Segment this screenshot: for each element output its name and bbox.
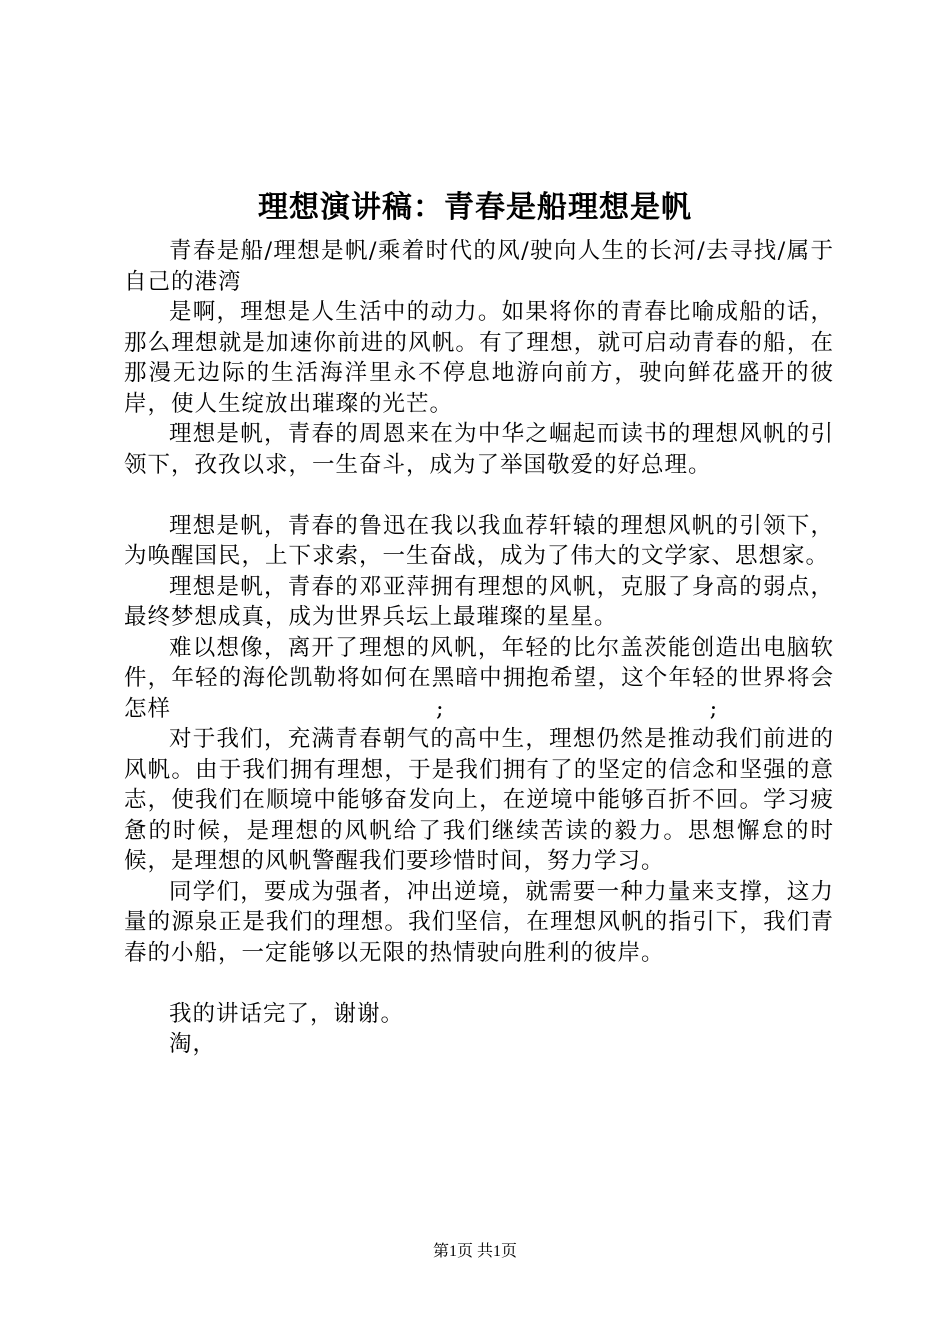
paragraph-spacer xyxy=(124,968,834,999)
document-body xyxy=(124,236,834,1060)
paragraph-lu-xun: 理想是帆，青春的鲁迅在我以我血荐轩辕的理想风帆的引领下，为唤醒国民，上下求索，一生奋战，成为了伟大的文学家、思想家。 xyxy=(124,512,834,569)
paragraph-without-ideals-text: 难以想像，离开了理想的风帆，年轻的比尔盖茨能创造出电脑软件，年轻的海伦凯勒将如何在黑暗中拥抱希望，这个年轻的世界将会怎样 xyxy=(124,634,834,722)
page-footer: 第1页 共1页 xyxy=(432,1243,517,1260)
paragraph-closing: 我的讲话完了，谢谢。 xyxy=(169,1000,405,1027)
paragraph-high-school-students: 对于我们，充满青春朝气的高中生，理想仍然是推动我们前进的风帆。由于我们拥有理想，于是我们拥有了的坚定的信念和坚强的意志，使我们在顺境中能够奋发向上，在逆境中能够百折不回。学习疲惫的时候，是理想的风帆给了我们继续苦读的毅力。思想懈怠的时候，是理想的风帆警醒我们要珍惜时间，努力学习。 xyxy=(124,726,834,874)
paragraph-without-ideals xyxy=(124,633,834,725)
paragraph-poem: 青春是船/理想是帆/乘着时代的风/驶向人生的长河/去寻找/属于自己的港湾 xyxy=(124,238,834,295)
paragraph-ideal-motivation: 是啊，理想是人生活中的动力。如果将你的青春比喻成船的话，那么理想就是加速你前进的风帆。有了理想，就可启动青春的船，在那漫无边际的生活海洋里永不停息地游向前方，驶向鲜花盛开的彼岸，使人生绽放出璀璨的光芒。 xyxy=(124,299,834,417)
semicolon-mark: ; xyxy=(436,695,445,722)
semicolon-mark: ; xyxy=(709,695,719,722)
paragraph-trailing-fragment: 淘， xyxy=(169,1031,217,1057)
paragraph-deng-yaping: 理想是帆，青春的邓亚萍拥有理想的风帆，克服了身高的弱点，最终梦想成真，成为世界兵坛上最璀璨的星星。 xyxy=(124,573,834,630)
paragraph-spacer xyxy=(124,480,834,511)
paragraph-zhou-enlai: 理想是帆，青春的周恩来在为中华之崛起而读书的理想风帆的引领下，孜孜以求，一生奋斗，成为了举国敬爱的好总理。 xyxy=(124,421,834,478)
paragraph-call-to-classmates: 同学们，要成为强者，冲出逆境，就需要一种力量来支撑，这力量的源泉正是我们的理想。我们坚信，在理想风帆的指引下，我们青春的小船，一定能够以无限的热情驶向胜利的彼岸。 xyxy=(124,878,834,966)
document-title: 理想演讲稿：青春是船理想是帆 xyxy=(258,190,692,225)
